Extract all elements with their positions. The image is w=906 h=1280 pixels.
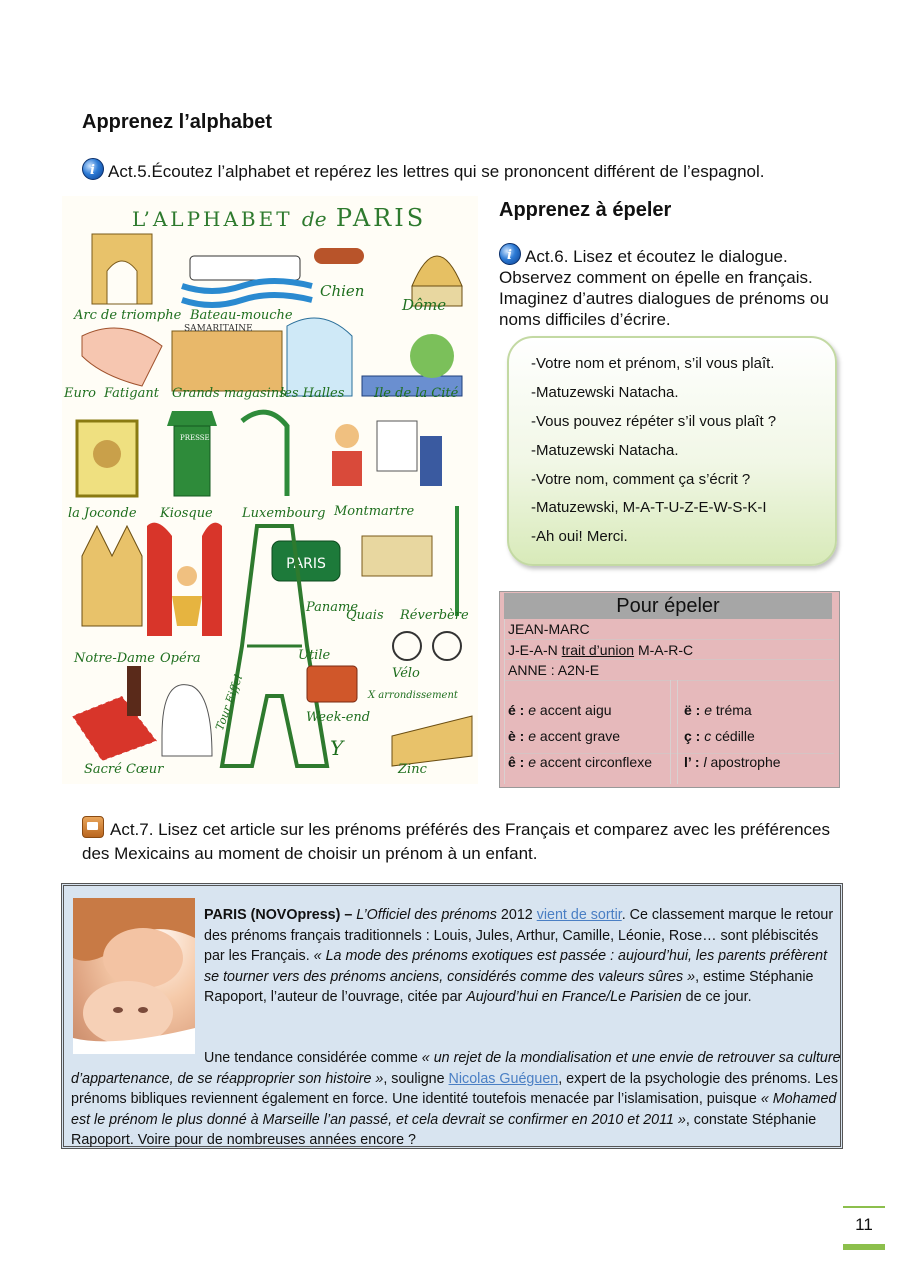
accent-row: é : e accent aigu — [508, 702, 612, 718]
illustration-title: L’ALPHABET de PARIS — [132, 204, 427, 232]
act6-text: Act.6. Lisez et écoutez le dialogue. Observez comment on épelle en français. Imaginez d’autres dialogues de prénoms ou noms difficiles d’écrire. — [499, 247, 829, 329]
dialog-line: -Matuzewski Natacha. — [531, 384, 679, 401]
dialog-line: -Ah oui! Merci. — [531, 528, 628, 545]
accent-row: è : e accent grave — [508, 728, 621, 744]
article-paragraph-1: PARIS (NOVOpress) – L’Officiel des prénoms 2012 vient de sortir. Ce classement marque le retour des prénoms français traditionnels : Louis, Jules, Arthur, Camille, Léonie, Rose… sont plébiscités par les Français. « La mode des prénoms exotiques est passée : aujourd’hui, les parents préfèrent se tourner vers des prénoms anciens, considérés comme des valeurs sûres », estime Stéphanie Rapoport, l’auteur de l’ouvrage, citée par Aujourd’hui en France/Le Parisien de ce jour. — [204, 907, 834, 1005]
section-title-spell: Apprenez à épeler — [499, 199, 672, 221]
paris-sign-text: PARIS — [286, 556, 326, 572]
article-link-vient-de-sortir[interactable]: vient de sortir — [536, 907, 622, 923]
label-opera: Opéra — [160, 651, 201, 666]
label-week-end: Week-end — [306, 710, 371, 725]
alphabet-illustration — [62, 196, 478, 784]
book-icon — [82, 816, 104, 838]
act7-instruction — [82, 816, 842, 866]
label-arrondissement: X arrondissement — [368, 690, 458, 701]
spell-example-jean-marc: JEAN-MARC — [508, 621, 590, 637]
label-chien: Chien — [320, 282, 365, 300]
label-montmartre: Montmartre — [334, 504, 415, 519]
label-zinc: Zinc — [398, 762, 427, 777]
accent-row: ê : e accent circonflexe — [508, 754, 652, 770]
label-fatigant: Fatigant — [104, 386, 159, 401]
label-utile: Utile — [298, 648, 331, 663]
act5-text: Act.5.Écoutez l’alphabet et repérez les lettres qui se prononcent différent de l’espagnol. — [108, 162, 765, 181]
act7-text: Act.7. Lisez cet article sur les prénoms préférés des Français et comparez avec les préférences des Mexicains au moment de choisir un prénom à un enfant. — [82, 820, 830, 863]
spell-example-spelled: J-E-A-N trait d’union M-A-R-C — [508, 642, 694, 658]
mother-baby-photo — [73, 898, 195, 1054]
label-velo: Vélo — [392, 666, 420, 681]
label-joconde: la Joconde — [68, 506, 137, 521]
label-halles: les Halles — [280, 386, 345, 401]
accent-row: l’ : l apostrophe — [684, 754, 781, 770]
label-arc: Arc de triomphe — [74, 308, 182, 323]
article-box — [61, 883, 843, 1149]
label-presse: PRESSE — [180, 434, 210, 442]
label-dome: Dôme — [402, 296, 447, 314]
label-grands-magasins: Grands magasins — [172, 386, 286, 401]
dialog-line: -Votre nom et prénom, s’il vous plaît. — [531, 355, 775, 372]
label-bateau: Bateau-mouche — [190, 308, 293, 323]
act5-instruction — [82, 158, 882, 182]
label-reverbere: Réverbère — [400, 608, 469, 623]
act6-instruction — [499, 243, 844, 330]
spell-example-anne: ANNE : A2N-E — [508, 662, 600, 678]
article-paragraph-2: Une tendance considérée comme « un rejet de la mondialisation et une envie de retrouver sa culture d’appartenance, de se réapproprier son histoire », souligne Nicolas Guéguen, expert de la psychologie des prénoms. Les prénoms bibliques reviennent également en force. Une identité toutefois menacée par l’islamisation, puisque « Mohamed est le prénom le plus donné à Marseille l’an passé, et cela devrait se confirmer en 2010 et 2011 », constate Stéphanie Rapoport. Voire pour de nombreuses années encore ? — [71, 1050, 841, 1148]
article-link-nicolas-gueguen[interactable]: Nicolas Guéguen — [448, 1070, 559, 1087]
dialog-line: -Matuzewski, M-A-T-U-Z-E-W-S-K-I — [531, 499, 767, 516]
label-y: Y — [330, 736, 344, 760]
accent-row: ë : e tréma — [684, 702, 752, 718]
label-ile: Ile de la Cité — [374, 386, 459, 401]
dialog-box — [507, 336, 837, 566]
spell-table — [499, 591, 840, 788]
label-quais: Quais — [346, 608, 384, 623]
audio-play-icon[interactable] — [82, 158, 104, 180]
dialog-line: -Votre nom, comment ça s’écrit ? — [531, 471, 751, 488]
label-tour-eiffel: Tour Eiffel — [213, 672, 246, 733]
spell-table-title: Pour épeler — [504, 593, 832, 619]
page-number: 11 — [843, 1206, 885, 1250]
label-euro: Euro — [64, 386, 96, 401]
label-samaritaine: SAMARITAINE — [184, 324, 253, 334]
label-luxembourg: Luxembourg — [242, 506, 326, 521]
label-paname: Paname — [306, 600, 359, 615]
label-notre-dame: Notre-Dame — [74, 651, 155, 666]
accent-row: ç : c cédille — [684, 728, 755, 744]
dialog-line: -Vous pouvez répéter s’il vous plaît ? — [531, 413, 777, 430]
section-title-alphabet: Apprenez l’alphabet — [82, 111, 273, 133]
label-sacre-coeur: Sacré Cœur — [84, 762, 164, 777]
audio-play-icon[interactable] — [499, 243, 521, 265]
label-kiosque: Kiosque — [160, 506, 213, 521]
dialog-line: -Matuzewski Natacha. — [531, 442, 679, 459]
